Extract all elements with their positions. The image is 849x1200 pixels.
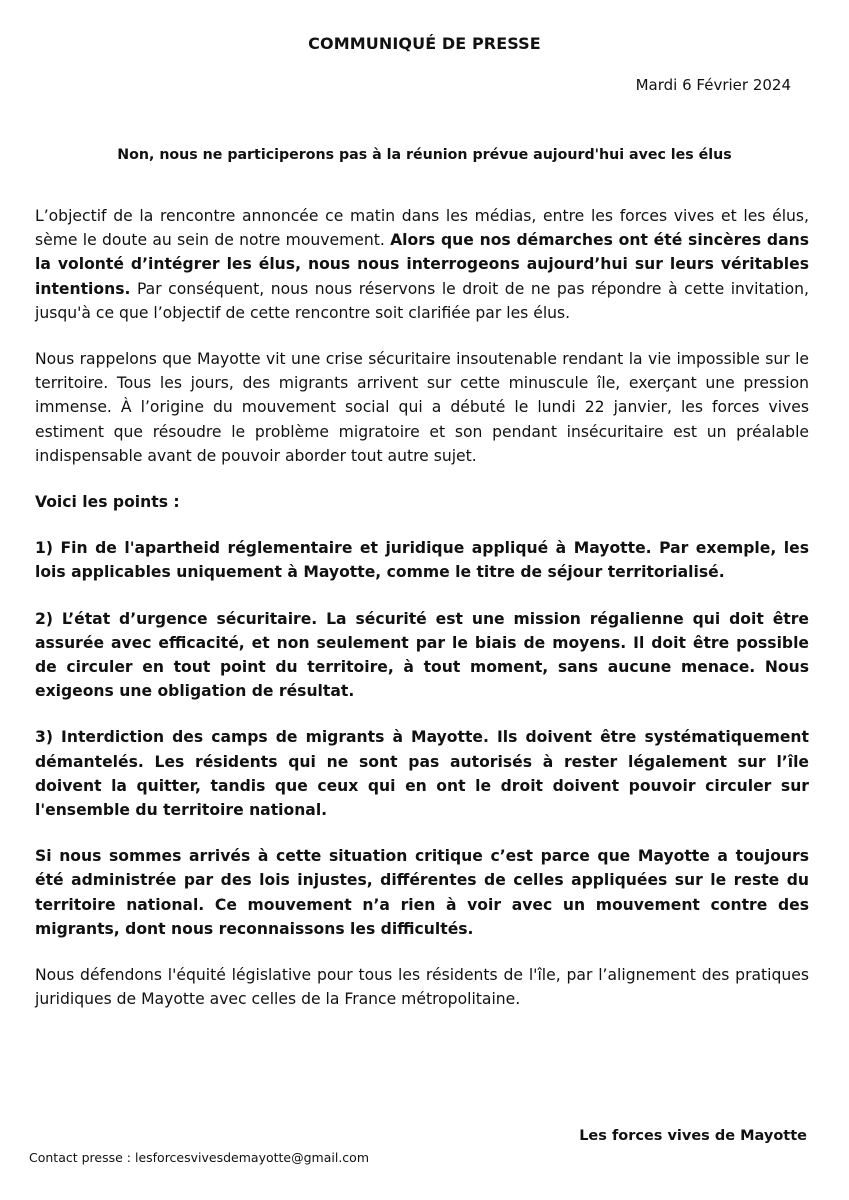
point-3: 3) Interdiction des camps de migrants à Mayotte. Ils doivent être systématiquement démantelés. Les résidents qui ne sont pas autorisés à rester légalement sur l’île doivent la quitter, tandis que ceux qui en ont le droit doivent pouvoir circuler sur l'ensemble du territoire national. — [35, 728, 809, 820]
points-intro: Voici les points : — [35, 493, 180, 512]
press-contact: Contact presse : lesforcesvivesdemayotte@gmail.com — [29, 1150, 369, 1165]
paragraph-conclusion: Si nous sommes arrivés à cette situation critique c’est parce que Mayotte a toujours été administrée par des lois injustes, différentes de celles appliquées sur le reste du territoire national. Ce mouvement n’a rien à voir avec un mouvement contre des migrants, dont nous reconnaissons les difficultés. — [35, 847, 809, 938]
paragraph-context: Nous rappelons que Mayotte vit une crise sécuritaire insoutenable rendant la vie impossible sur le territoire. Tous les jours, des migrants arrivent sur cette minuscule île, exerçant une pression immense. À l’origine du mouvement social qui a débuté le lundi 22 janvier, les forces vives estiment que résoudre le problème migratoire et son pendant insécuritaire est un préalable indispensable avant de pouvoir aborder tout autre sujet. — [35, 350, 809, 465]
release-date: Mardi 6 Février 2024 — [635, 76, 791, 94]
intro-text-3: Par conséquent, nous nous réservons le droit de ne pas répondre à cette invitation, jusqu'à ce que l’objectif de cette rencontre soit clarifiée par les élus. — [35, 279, 809, 322]
intro-text-1: L’objectif de la rencontre annoncée ce matin dans les médias, entre les forces vives et les élus, sème le doute au sein de notre mouvement. — [35, 207, 809, 250]
document-title: COMMUNIQUÉ DE PRESSE — [308, 34, 541, 53]
headline: Non, nous ne participerons pas à la réunion prévue aujourd'hui avec les élus — [117, 147, 732, 163]
document-body — [35, 204, 809, 1033]
point-2: 2) L’état d’urgence sécuritaire. La sécurité est une mission régalienne qui doit être assurée avec efficacité, et non seulement par le biais de moyens. Il doit être possible de circuler en tout point du territoire, à tout moment, sans aucune menace. Nous exigeons une obligation de résultat. — [35, 609, 809, 701]
signature: Les forces vives de Mayotte — [579, 1128, 807, 1144]
intro-text-bold: Alors que nos démarches ont été sincères dans la volonté d’intégrer les élus, nous nous interrogeons aujourd’hui sur leurs véritables intentions. — [35, 231, 809, 298]
paragraph-final: Nous défendons l'équité législative pour tous les résidents de l'île, par l’alignement des pratiques juridiques de Mayotte avec celles de la France métropolitaine. — [35, 966, 809, 1009]
point-1: 1) Fin de l'apartheid réglementaire et juridique appliqué à Mayotte. Par exemple, les lois applicables uniquement à Mayotte, comme le titre de séjour territorialisé. — [35, 539, 809, 582]
paragraph-intro — [35, 204, 809, 325]
